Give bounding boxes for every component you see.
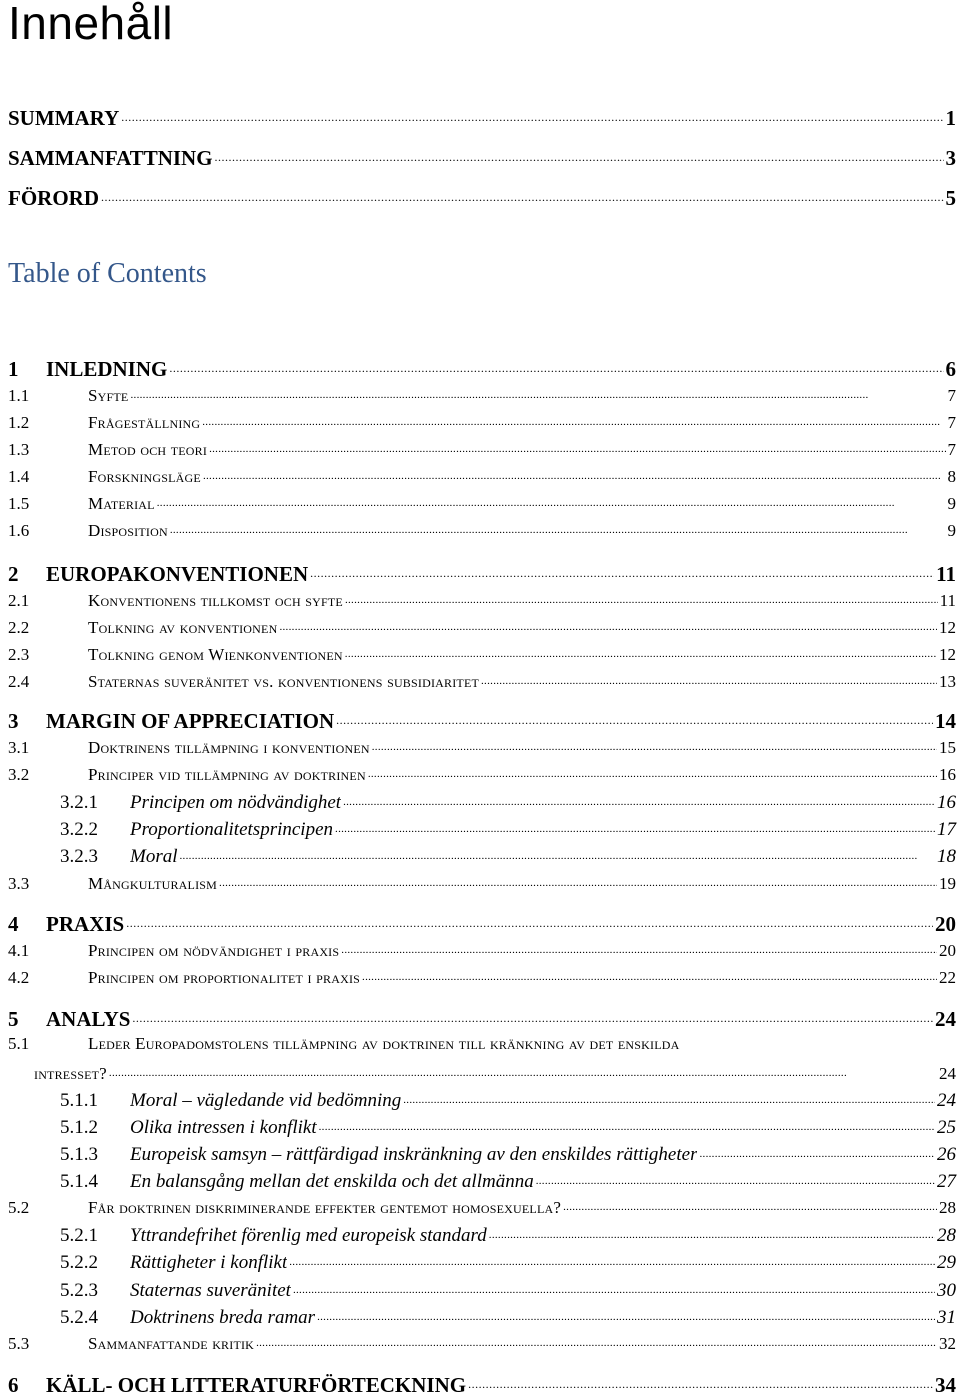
toc-entry-label: Principen om proportionalitet i praxis <box>88 968 361 987</box>
toc-entry-label: Konventionens tillkomst och syfte <box>88 591 343 610</box>
toc-entry-label: Tolkning genom Wienkonventionen <box>88 645 343 664</box>
toc-entry-section[interactable] <box>8 1196 956 1220</box>
toc-entry-label: Proportionalitetsprincipen <box>130 819 334 840</box>
toc-entry-page: 16 <box>937 792 956 813</box>
toc-entry-number: 3.2 <box>8 765 30 784</box>
toc-leader-dots <box>157 492 946 509</box>
toc-leader-dots <box>341 939 937 956</box>
toc-entry-label: Material <box>88 494 155 513</box>
toc-entry-label: Staternas suveränitet vs. konventionens subsidiaritet <box>88 672 479 691</box>
toc-entry-subsection[interactable] <box>8 843 956 869</box>
toc-entry-page: 15 <box>939 738 956 757</box>
toc-entry-label: Moral – vägledande vid bedömning <box>130 1090 402 1111</box>
toc-leader-dots <box>279 616 937 633</box>
toc-entry-page: 28 <box>937 1225 956 1246</box>
toc-entry-subsection[interactable] <box>8 1141 956 1167</box>
toc-entry-subsection[interactable] <box>8 789 956 815</box>
toc-leader-dots <box>368 763 937 780</box>
toc-entry-label: Rättigheter i konflikt <box>130 1252 288 1273</box>
toc-entry-section[interactable] <box>8 939 956 963</box>
toc-entry-number: 4 <box>8 912 19 936</box>
toc-entry-page: 6 <box>945 357 956 381</box>
toc-entry-page: 7 <box>947 413 956 432</box>
toc-entry-page: 19 <box>939 874 956 893</box>
toc-entry-label: EUROPAKONVENTIONEN <box>46 562 309 586</box>
toc-entry-page: 9 <box>947 521 956 540</box>
toc-entry-label: Olika intressen i konflikt <box>130 1117 317 1138</box>
toc-entry-label: En balansgång mellan det enskilda och det allmänna <box>130 1171 534 1192</box>
toc-entry-page: 24 <box>939 1064 956 1083</box>
toc-entry-subsection[interactable] <box>8 1304 956 1330</box>
toc-leader-dots <box>132 1005 933 1026</box>
toc-entry-subsection[interactable] <box>8 1087 956 1113</box>
toc-entry-page: 17 <box>937 819 956 840</box>
toc-entry-page: 1 <box>945 106 956 130</box>
toc-entry-page: 7 <box>947 386 956 405</box>
toc-entry-line <box>8 1062 956 1086</box>
toc-entry-subsection[interactable] <box>8 1277 956 1303</box>
toc-entry-number: 6 <box>8 1373 19 1397</box>
toc-leader-dots <box>289 1249 935 1268</box>
toc-leader-dots <box>101 184 944 205</box>
toc-leader-dots <box>130 384 945 401</box>
toc-entry-chapter[interactable] <box>8 910 956 938</box>
toc-entry-label: Principer vid tillämpning av doktrinen <box>88 765 366 784</box>
toc-leader-dots <box>489 1222 935 1241</box>
toc-entry-label: Staternas suveränitet <box>130 1280 291 1301</box>
toc-entry-page: 11 <box>939 591 956 610</box>
toc-entry-section[interactable] <box>8 492 956 516</box>
toc-leader-dots <box>481 670 937 687</box>
toc-leader-dots <box>319 1114 935 1133</box>
toc-leader-dots <box>293 1277 935 1296</box>
toc-entry-number: 5.3 <box>8 1334 30 1353</box>
toc-entry-label: SAMMANFATTNING <box>8 146 213 170</box>
toc-entry-page: 11 <box>936 562 956 586</box>
toc-leader-dots <box>345 589 938 606</box>
toc-entry-front-matter[interactable] <box>8 184 956 214</box>
toc-entry-page: 14 <box>935 709 956 733</box>
toc-entry-front-matter[interactable] <box>8 104 956 134</box>
toc-entry-front-matter[interactable] <box>8 144 956 174</box>
toc-entry-page: 24 <box>937 1090 956 1111</box>
toc-entry-label: PRAXIS <box>46 912 125 936</box>
toc-entry-section[interactable] <box>8 589 956 613</box>
toc-entry-number: 5.1.3 <box>60 1144 98 1165</box>
toc-entry-label: ANALYS <box>46 1007 131 1031</box>
toc-entry-page: 3 <box>945 146 956 170</box>
toc-entry-section[interactable] <box>8 411 956 435</box>
toc-leader-dots <box>203 465 946 482</box>
toc-entry-label: MARGIN OF APPRECIATION <box>46 709 335 733</box>
toc-entry-number: 3.2.3 <box>60 846 98 867</box>
toc-entry-page: 8 <box>947 467 956 486</box>
toc-leader-dots <box>336 707 933 728</box>
toc-entry-label: Doktrinens tillämpning i konventionen <box>88 738 370 757</box>
toc-entry-page: 34 <box>935 1373 956 1397</box>
toc-entry-section[interactable] <box>8 1034 956 1086</box>
toc-entry-number: 5.2.4 <box>60 1307 98 1328</box>
toc-entry-page: 30 <box>937 1280 956 1301</box>
toc-leader-dots <box>310 560 934 581</box>
toc-entry-label: FÖRORD <box>8 186 99 210</box>
toc-entry-subsection[interactable] <box>8 1249 956 1275</box>
toc-entry-page: 18 <box>937 846 956 867</box>
toc-entry-number: 5 <box>8 1007 19 1031</box>
toc-leader-dots <box>126 910 933 931</box>
toc-leader-dots <box>219 872 937 889</box>
toc-entry-label: Principen om nödvändighet i praxis <box>88 941 340 960</box>
toc-entry-label: SUMMARY <box>8 106 120 130</box>
toc-entry-number: 2.1 <box>8 591 30 610</box>
toc-entry-page: 28 <box>939 1198 956 1217</box>
toc-entry-section[interactable] <box>8 966 956 990</box>
toc-entry-number: 1.2 <box>8 413 30 432</box>
toc-entry-label: Metod och teori <box>88 440 208 459</box>
toc-entry-page: 7 <box>947 440 956 459</box>
toc-entry-page: 20 <box>939 941 956 960</box>
toc-entry-label: Forskningsläge <box>88 467 201 486</box>
page-title: Innehåll <box>8 0 174 49</box>
toc-entry-section[interactable] <box>8 1332 956 1356</box>
toc-entry-number: 4.2 <box>8 968 30 987</box>
toc-entry-chapter[interactable] <box>8 707 956 735</box>
toc-leader-dots <box>468 1371 933 1392</box>
toc-entry-number: 1.4 <box>8 467 30 486</box>
toc-entry-chapter[interactable] <box>8 560 956 588</box>
toc-entry-section[interactable] <box>8 384 956 408</box>
toc-entry-chapter[interactable] <box>8 1371 956 1399</box>
toc-entry-number: 3.3 <box>8 874 30 893</box>
toc-leader-dots <box>169 355 943 376</box>
toc-entry-subsection[interactable] <box>8 816 956 842</box>
toc-entry-label: intresset? <box>34 1064 107 1083</box>
toc-entry-section[interactable] <box>8 438 956 462</box>
toc-entry-section[interactable] <box>8 519 956 543</box>
toc-entry-number: 1 <box>8 357 19 381</box>
toc-entry-label: Europeisk samsyn – rättfärdigad inskränkning av den enskildes rättigheter <box>130 1144 698 1165</box>
toc-leader-dots <box>317 1304 935 1323</box>
toc-entry-page: 13 <box>939 672 956 691</box>
toc-entry-page: 24 <box>935 1007 956 1031</box>
toc-entry-page: 26 <box>937 1144 956 1165</box>
toc-entry-label: Sammanfattande kritik <box>88 1334 255 1353</box>
toc-entry-number: 5.2 <box>8 1198 30 1217</box>
toc-entry-label: Principen om nödvändighet <box>130 792 342 813</box>
toc-entry-section[interactable] <box>8 872 956 896</box>
toc-leader-dots <box>215 144 944 165</box>
toc-entry-number: 2.3 <box>8 645 30 664</box>
toc-leader-dots <box>372 736 937 753</box>
toc-entry-page: 25 <box>937 1117 956 1138</box>
toc-entry-label: Disposition <box>88 521 168 540</box>
toc-entry-label: Doktrinens breda ramar <box>130 1307 316 1328</box>
toc-entry-number: 5.1.1 <box>60 1090 98 1111</box>
toc-entry-page: 9 <box>947 494 956 513</box>
toc-leader-dots <box>121 104 943 125</box>
toc-entry-page: 22 <box>939 968 956 987</box>
toc-leader-dots <box>202 411 945 428</box>
toc-entry-number: 3.2.1 <box>60 792 98 813</box>
toc-entry-section[interactable] <box>8 736 956 760</box>
toc-leader-dots <box>209 438 945 455</box>
toc-entry-page: 31 <box>937 1307 956 1328</box>
toc-entry-section[interactable] <box>8 616 956 640</box>
toc-entry-number: 5.1.4 <box>60 1171 98 1192</box>
toc-entry-subsection[interactable] <box>8 1114 956 1140</box>
toc-entry-section[interactable] <box>8 670 956 694</box>
toc-entry-number: 2 <box>8 562 19 586</box>
toc-entry-number: 2.2 <box>8 618 30 637</box>
toc-entry-line <box>8 1034 956 1058</box>
toc-entry-section[interactable] <box>8 643 956 667</box>
toc-leader-dots <box>699 1141 935 1160</box>
toc-entry-page: 29 <box>937 1252 956 1273</box>
toc-entry-label: Mångkulturalism <box>88 874 218 893</box>
toc-entry-number: 5.2.2 <box>60 1252 98 1273</box>
toc-entry-label: Får doktrinen diskriminerande effekter gentemot homosexuella? <box>88 1198 562 1217</box>
toc-entry-number: 3.2.2 <box>60 819 98 840</box>
toc-entry-section[interactable] <box>8 763 956 787</box>
toc-entry-page: 5 <box>945 186 956 210</box>
toc-leader-dots <box>256 1332 937 1349</box>
toc-entry-label: Moral <box>130 846 178 867</box>
toc-entry-number: 5.2.1 <box>60 1225 98 1246</box>
toc-entry-number: 3.1 <box>8 738 30 757</box>
toc-heading: Table of Contents <box>8 258 207 289</box>
toc-entry-label: KÄLL- OCH LITTERATURFÖRTECKNING <box>46 1373 467 1397</box>
toc-entry-page: 20 <box>935 912 956 936</box>
toc-entry-label: Leder Europadomstolens tillämpning av doktrinen till kränkning av det enskilda <box>88 1034 680 1053</box>
toc-entry-subsection[interactable] <box>8 1222 956 1248</box>
toc-leader-dots <box>362 966 937 983</box>
toc-entry-label: INLEDNING <box>46 357 168 381</box>
toc-entry-page: 16 <box>939 765 956 784</box>
toc-entry-label: Syfte <box>88 386 129 405</box>
toc-entry-page: 12 <box>939 645 956 664</box>
toc-leader-dots <box>403 1087 935 1106</box>
toc-entry-page: 27 <box>937 1171 956 1192</box>
toc-entry-label: Frågeställning <box>88 413 201 432</box>
toc-entry-number: 1.3 <box>8 440 30 459</box>
toc-entry-chapter[interactable] <box>8 355 956 383</box>
toc-entry-number: 4.1 <box>8 941 30 960</box>
toc-entry-number: 1.6 <box>8 521 30 540</box>
toc-leader-dots <box>170 519 946 536</box>
toc-entry-label: Yttrandefrihet förenlig med europeisk standard <box>130 1225 487 1246</box>
toc-leader-dots <box>345 643 937 660</box>
toc-leader-dots <box>536 1168 935 1187</box>
toc-entry-subsection[interactable] <box>8 1168 956 1194</box>
toc-entry-number: 5.1 <box>8 1034 30 1053</box>
toc-leader-dots <box>335 816 935 835</box>
toc-entry-label: Tolkning av konventionen <box>88 618 278 637</box>
toc-leader-dots <box>180 843 936 862</box>
toc-entry-chapter[interactable] <box>8 1005 956 1033</box>
toc-entry-number: 5.2.3 <box>60 1280 98 1301</box>
toc-entry-number: 2.4 <box>8 672 30 691</box>
toc-entry-number: 3 <box>8 709 19 733</box>
toc-entry-page: 32 <box>939 1334 956 1353</box>
toc-leader-dots <box>343 789 935 808</box>
toc-entry-page: 12 <box>939 618 956 637</box>
toc-leader-dots <box>109 1062 937 1079</box>
toc-entry-number: 1.5 <box>8 494 30 513</box>
toc-entry-number: 5.1.2 <box>60 1117 98 1138</box>
toc-entry-number: 1.1 <box>8 386 30 405</box>
toc-leader-dots <box>563 1196 937 1213</box>
toc-entry-section[interactable] <box>8 465 956 489</box>
